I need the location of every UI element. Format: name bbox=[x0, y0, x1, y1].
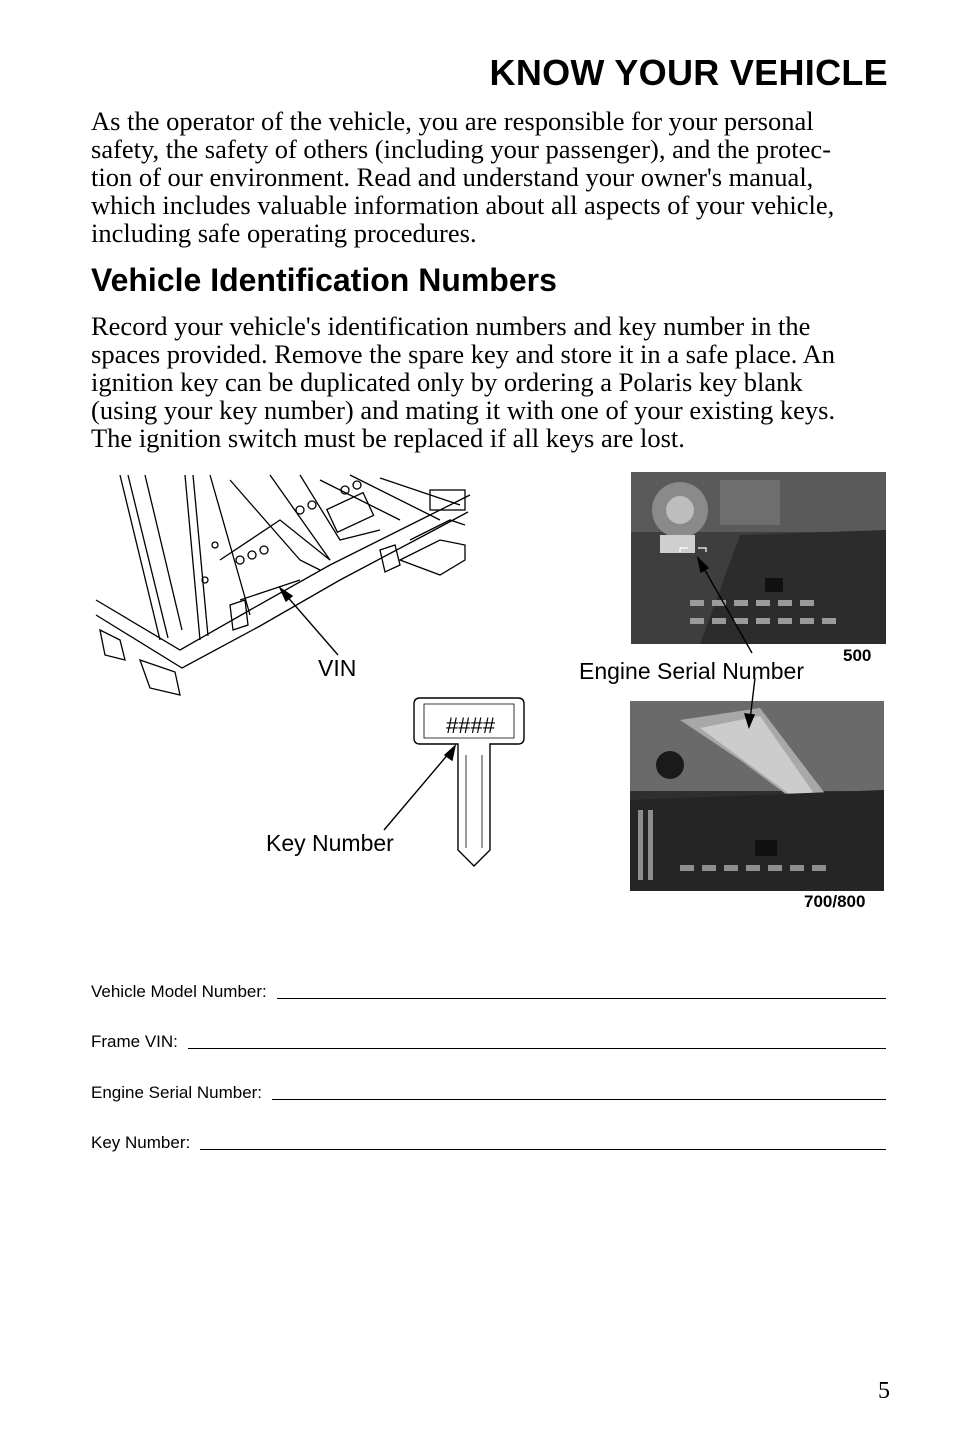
key-pointer bbox=[384, 746, 455, 830]
frame-vin-field[interactable] bbox=[91, 1028, 886, 1052]
engine-serial-label: Engine Serial Number bbox=[579, 658, 805, 684]
caption-700-800: 700/800 bbox=[804, 892, 866, 911]
record-line: The ignition switch must be replaced if all keys are lost. bbox=[91, 423, 685, 453]
model-number-line[interactable] bbox=[277, 990, 886, 999]
page-title: KNOW YOUR VEHICLE bbox=[489, 52, 888, 93]
frame-drawing bbox=[96, 475, 470, 695]
frame-vin-line[interactable] bbox=[188, 1040, 886, 1049]
model-number-field[interactable] bbox=[91, 978, 886, 1002]
key-number-line[interactable] bbox=[200, 1141, 886, 1150]
record-line: Record your vehicle's identification numbers and key number in the bbox=[91, 311, 811, 341]
intro-line: including safe operating procedures. bbox=[91, 218, 477, 248]
key-number-field[interactable] bbox=[91, 1129, 886, 1153]
section-heading: Vehicle Identification Numbers bbox=[91, 262, 557, 298]
engine-photo-700-800 bbox=[630, 701, 884, 891]
record-line: (using your key number) and mating it with one of your existing keys. bbox=[91, 395, 836, 425]
engine-serial-line[interactable] bbox=[272, 1091, 886, 1100]
caption-500: 500 bbox=[843, 646, 872, 665]
key-code: #### bbox=[446, 713, 495, 738]
key-number-label: Key Number bbox=[266, 830, 394, 856]
page-number: 5 bbox=[878, 1378, 890, 1404]
record-line: ignition key can be duplicated only by ordering a Polaris key blank bbox=[91, 367, 803, 397]
engine-serial-form-label: Engine Serial Number: bbox=[91, 1083, 263, 1102]
key-number-form-label: Key Number: bbox=[91, 1133, 191, 1152]
engine-photo-500 bbox=[631, 472, 886, 644]
engine-serial-field[interactable] bbox=[91, 1079, 886, 1103]
model-number-label: Vehicle Model Number: bbox=[91, 982, 267, 1001]
intro-line: safety, the safety of others (including your passenger), and the protec- bbox=[91, 134, 832, 164]
intro-line: tion of our environment. Read and understand your owner's manual, bbox=[91, 162, 814, 192]
vin-label: VIN bbox=[318, 655, 357, 681]
frame-vin-label: Frame VIN: bbox=[91, 1032, 178, 1051]
intro-line: As the operator of the vehicle, you are responsible for your personal bbox=[91, 106, 814, 136]
record-line: spaces provided. Remove the spare key and store it in a safe place. An bbox=[91, 339, 835, 369]
intro-line: which includes valuable information about all aspects of your vehicle, bbox=[91, 190, 835, 220]
